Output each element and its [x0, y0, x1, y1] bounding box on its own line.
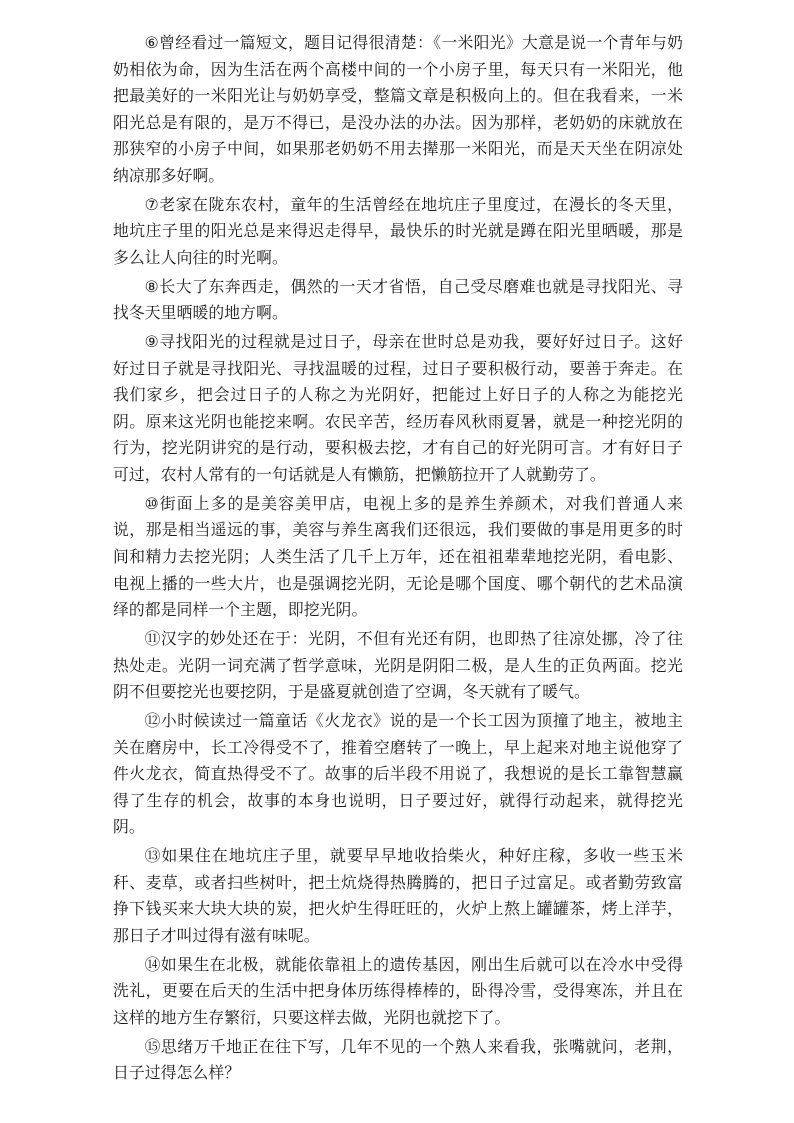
paragraph-11: ⑪汉字的妙处还在于：光阴，不但有光还有阴，也即热了往凉处挪，冷了往热处走。光阴一词充满了哲学意味，光阴是阴阳二极，是人生的正负两面。挖光阴不但要挖光也要挖阴，于是盛夏就创造了空调，冬天就有了暖气。 — [113, 629, 683, 702]
paragraph-6: ⑥曾经看过一篇短文，题目记得很清楚：《一米阳光》大意是说一个青年与奶奶相依为命，因为生活在两个高楼中间的一个小房子里，每天只有一米阳光，他把最美好的一米阳光让与奶奶享受，整篇文章是积极向上的。但在我看来，一米阳光总是有限的，是万不得已，是没办法的办法。因为那样，老奶奶的床就放在那狭窄的小房子中间，如果那老奶奶不用去撵那一米阳光，而是天天坐在阴凉处纳凉那多好啊。 — [113, 33, 683, 185]
document-page — [113, 30, 683, 1087]
paragraph-14: ⑭如果生在北极，就能依靠祖上的遗传基因，刚出生后就可以在冷水中受得洗礼，更要在后天的生活中把身体历练得棒棒的，卧得冷雪，受得寒冻，并且在这样的地方生存繁衍，只要这样去做，光阴也就挖下了。 — [113, 954, 683, 1027]
paragraph-7: ⑦老家在陇东农村，童年的生活曾经在地坑庄子里度过，在漫长的冬天里，地坑庄子里的阳光总是来得迟走得早，最快乐的时光就是蹲在阳光里晒暖，那是多么让人向往的时光啊。 — [113, 194, 683, 267]
paragraph-12: ⑫小时候读过一篇童话《火龙衣》说的是一个长工因为顶撞了地主，被地主关在磨房中，长工冷得受不了，推着空磨转了一晚上，早上起来对地主说他穿了件火龙衣，简直热得受不了。故事的后半段不用说了，我想说的是长工靠智慧赢得了生存的机会，故事的本身也说明，日子要过好，就得行动起来，就得挖光阴。 — [113, 710, 683, 837]
paragraph-10: ⑩街面上多的是美容美甲店，电视上多的是养生养颜术，对我们普通人来说，那是相当遥远的事，美容与养生离我们还很远，我们要做的事是用更多的时间和精力去挖光阴；人类生活了几千上万年，还在祖祖辈辈地挖光阴，看电影、电视上播的一些大片，也是强调挖光阴，无论是哪个国度、哪个朝代的艺术品演绎的都是同样一个主题，即挖光阴。 — [113, 493, 683, 620]
paragraph-8: ⑧长大了东奔西走，偶然的一天才省悟，自己受尽磨难也就是寻找阳光、寻找冬天里晒暖的地方啊。 — [113, 276, 683, 323]
paragraph-13: ⑬如果住在地坑庄子里，就要早早地收拾柴火，种好庄稼，多收一些玉米秆、麦草，或者扫些树叶，把土炕烧得热腾腾的，把日子过富足。或者勤劳致富挣下钱买来大块大块的炭，把火炉生得旺旺的，火炉上熬上罐罐茶，烤上洋芋，那日子才叫过得有滋有味呢。 — [113, 846, 683, 945]
paragraph-15: ⑮思绪万千地正在往下写，几年不见的一个熟人来看我，张嘴就问，老荆，日子过得怎么样？ — [113, 1036, 683, 1083]
paragraph-9: ⑨寻找阳光的过程就是过日子，母亲在世时总是劝我，要好好过日子。这好好过日子就是寻找阳光、寻找温暖的过程，过日子要积极行动，要善于奔走。在我们家乡，把会过日子的人称之为光阴好，把能过上好日子的人称之为能挖光阴。原来这光阴也能挖来啊。农民辛苦，经历春风秋雨夏暑，就是一种挖光阴的行为，挖光阴讲究的是行动，要积极去挖，才有自己的好光阴可言。才有好日子可过，农村人常有的一句话就是人有懒筋，把懒筋拉开了人就勤劳了。 — [113, 332, 683, 485]
